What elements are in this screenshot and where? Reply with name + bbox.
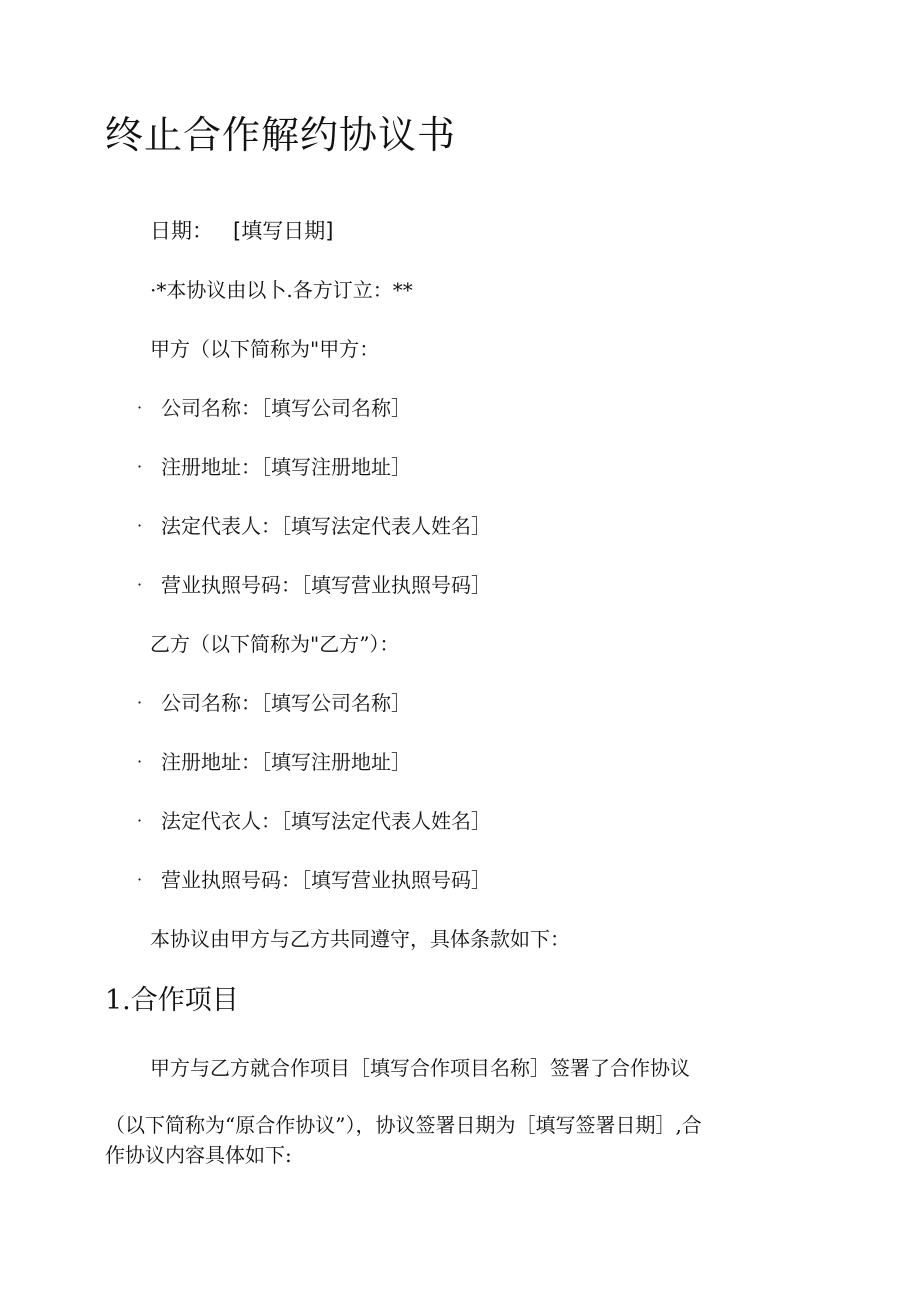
bullet-icon: · (137, 752, 143, 771)
date-label: 日期： (150, 219, 213, 243)
paragraph-line: 作协议内容具体如下: (105, 1143, 292, 1167)
intro-line: ·*本协议由以卜.各方订立：** (150, 278, 413, 302)
section-1-heading: 1.合作项目 (105, 985, 239, 1016)
list-item-text: 注册地址：［填写注册地址］ (161, 455, 411, 479)
document-title: 终止合作解约协议书 (105, 113, 457, 157)
list-item-text: 营业执照号码：［填写营业执照号码］ (161, 573, 491, 597)
bullet-icon: · (137, 870, 143, 889)
party-b-license-number (137, 866, 491, 894)
section-1-paragraph-continued (105, 1110, 805, 1170)
bullet-icon: · (137, 457, 143, 476)
section-1-paragraph-line-1: 甲方与乙方就合作项目［填写合作项目名称］签署了合作协议 (150, 1056, 690, 1080)
party-a-license-number (137, 571, 491, 599)
party-a-legal-representative (137, 512, 491, 540)
party-a-company-name (137, 394, 411, 422)
list-item-text: 法定代衣人：［填写法定代表人姓名］ (161, 809, 491, 833)
agreement-statement: 本协议由甲方与乙方共同遵守，具体条款如下： (150, 927, 570, 951)
party-b-heading: 乙方（以下简称为"乙方”）： (150, 632, 400, 656)
bullet-icon: · (137, 693, 143, 712)
paragraph-line: （以下简称为“原合作协议”），协议签署日期为［填写签署日期］,合 (105, 1113, 702, 1137)
bullet-icon: · (137, 575, 143, 594)
list-item-text: 公司名称：［填写公司名称］ (161, 396, 411, 420)
list-item-text: 法定代表人：［填写法定代表人姓名］ (161, 514, 491, 538)
party-b-legal-representative (137, 807, 491, 835)
party-b-company-name (137, 689, 411, 717)
date-value: [填写日期] (233, 219, 334, 243)
party-a-heading: 甲方（以下简称为"甲方： (150, 337, 380, 361)
list-item-text: 注册地址：［填写注册地址］ (161, 750, 411, 774)
party-b-registered-address (137, 748, 411, 776)
bullet-icon: · (137, 516, 143, 535)
bullet-icon: · (137, 398, 143, 417)
party-a-registered-address (137, 453, 411, 481)
list-item-text: 公司名称：［填写公司名称］ (161, 691, 411, 715)
bullet-icon: · (137, 811, 143, 830)
list-item-text: 营业执照号码：［填写营业执照号码］ (161, 868, 491, 892)
date-line (150, 217, 333, 245)
